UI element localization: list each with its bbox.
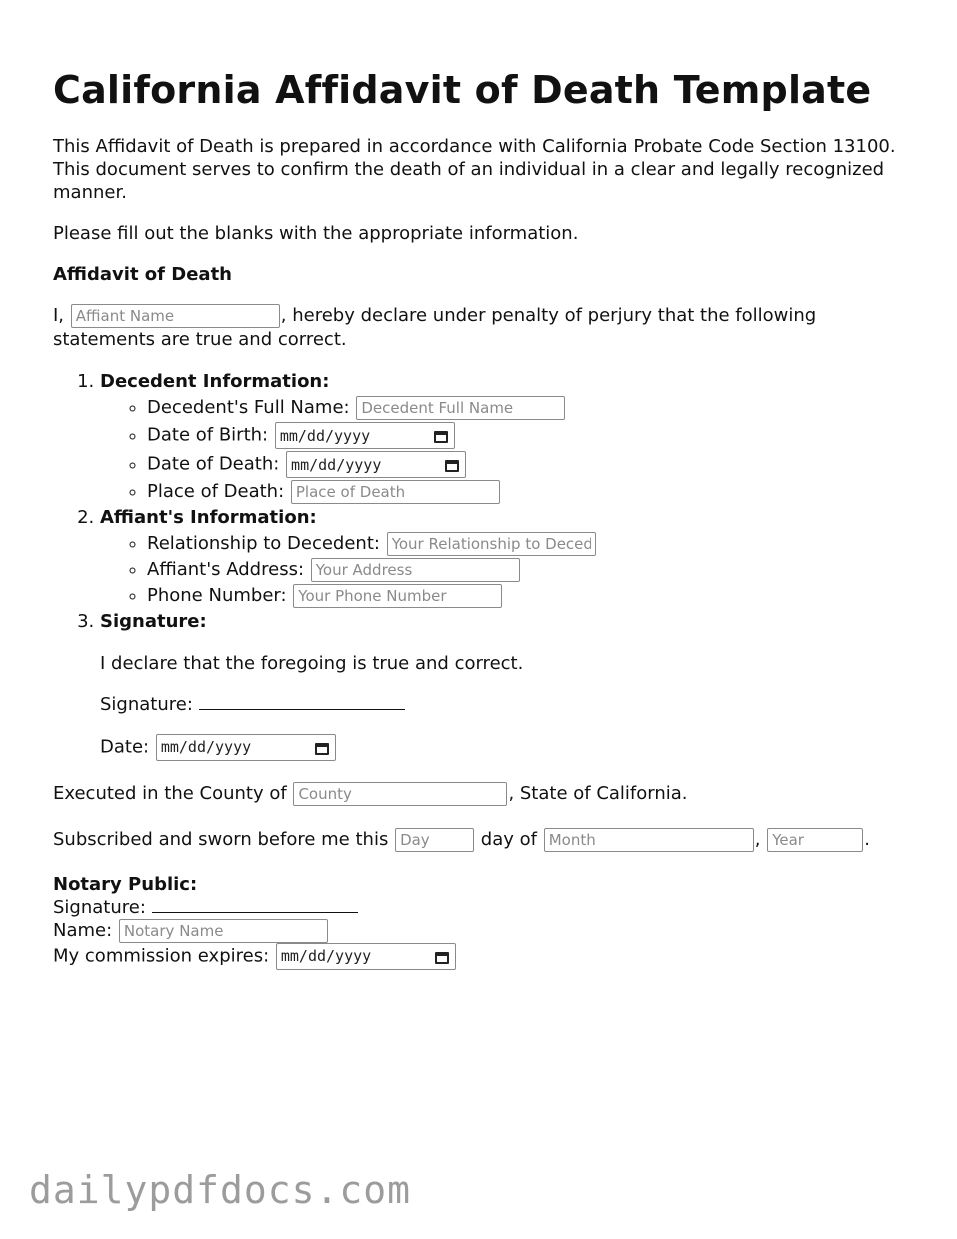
notary-name-row: [53, 919, 913, 943]
signature-line[interactable]: [199, 693, 405, 710]
declaration-confirmation: I declare that the foregoing is true and correct.: [100, 653, 524, 674]
decedent-name-label: Decedent's Full Name:: [147, 397, 350, 418]
sworn-prefix: Subscribed and sworn before me this: [53, 829, 389, 850]
date-placeholder: mm/dd/yyyy: [291, 455, 382, 474]
document: [53, 64, 913, 970]
executed-suffix: , State of California.: [508, 783, 688, 804]
watermark: dailypdfdocs.com: [29, 1168, 412, 1212]
relationship-input[interactable]: [387, 532, 596, 556]
list-item: [147, 584, 913, 608]
birth-date-input[interactable]: [275, 422, 455, 449]
commission-date-input[interactable]: [276, 943, 456, 970]
notary-block: [53, 873, 913, 970]
affiant-section: [100, 506, 913, 608]
date-placeholder: mm/dd/yyyy: [279, 426, 371, 445]
phone-input[interactable]: [293, 584, 502, 608]
signature-label: Signature:: [100, 694, 193, 715]
declaration-statement: [53, 304, 913, 352]
sworn-middle: day of: [480, 829, 537, 850]
executed-prefix: Executed in the County of: [53, 783, 287, 804]
relationship-label: Relationship to Decedent:: [147, 533, 380, 554]
notary-heading: Notary Public:: [53, 874, 198, 895]
commission-label: My commission expires:: [53, 945, 270, 967]
date-placeholder: mm/dd/yyyy: [160, 738, 252, 756]
sworn-comma: ,: [754, 829, 761, 850]
signature-date-input[interactable]: [156, 734, 336, 761]
signature-line-row: [100, 693, 913, 716]
year-input[interactable]: [767, 828, 863, 852]
decedent-heading: Decedent Information:: [100, 371, 330, 392]
notary-signature-label: Signature:: [53, 897, 146, 918]
executed-county-row: [53, 781, 913, 807]
notary-name-input[interactable]: [119, 919, 328, 943]
signature-heading: Signature:: [100, 611, 207, 632]
notary-name-label: Name:: [53, 920, 113, 941]
decedent-fields: [100, 396, 913, 504]
list-item: [147, 396, 913, 420]
phone-label: Phone Number:: [147, 585, 287, 606]
address-label: Affiant's Address:: [147, 559, 305, 580]
county-input[interactable]: [293, 782, 507, 806]
signature-section: [100, 610, 913, 761]
notary-signature-line[interactable]: [152, 896, 358, 913]
sworn-end: .: [864, 829, 870, 850]
affidavit-sections: [53, 370, 913, 761]
affiant-heading: Affiant's Information:: [100, 507, 317, 528]
page-title: California Affidavit of Death Template: [53, 68, 872, 112]
address-input[interactable]: [311, 558, 520, 582]
declaration-prefix: I,: [53, 305, 65, 326]
death-place-label: Place of Death:: [147, 481, 285, 502]
signature-date-label: Date:: [100, 736, 150, 758]
date-placeholder: mm/dd/yyyy: [280, 947, 372, 965]
calendar-icon[interactable]: [435, 950, 449, 964]
calendar-icon[interactable]: [445, 458, 459, 472]
decedent-section: [100, 370, 913, 504]
intro-paragraph: This Affidavit of Death is prepared in accordance with California Probate Code Section 13100. This document serves to confirm the death of an individual in a clear and legally recognized manner.: [53, 136, 896, 203]
day-input[interactable]: [395, 828, 474, 852]
death-date-input[interactable]: [286, 451, 466, 478]
month-input[interactable]: [544, 828, 754, 852]
list-item: [147, 422, 913, 449]
list-item: [147, 558, 913, 582]
list-item: [147, 480, 913, 504]
calendar-icon[interactable]: [315, 741, 329, 755]
list-item: [147, 532, 913, 556]
section-heading: Affidavit of Death: [53, 264, 232, 285]
instructions-paragraph: Please fill out the blanks with the appropriate information.: [53, 223, 579, 244]
signature-date-row: [100, 734, 913, 761]
notary-signature-row: [53, 896, 913, 919]
calendar-icon[interactable]: [434, 429, 448, 443]
death-place-input[interactable]: [291, 480, 500, 504]
commission-row: [53, 943, 913, 970]
signature-block: [100, 652, 913, 761]
list-item: [147, 451, 913, 478]
birth-date-label: Date of Birth:: [147, 424, 269, 446]
death-date-label: Date of Death:: [147, 453, 280, 475]
affiant-name-input[interactable]: [71, 304, 280, 328]
decedent-name-input[interactable]: [356, 396, 565, 420]
affiant-fields: [100, 532, 913, 608]
sworn-row: [53, 827, 913, 853]
declaration-suffix: , hereby declare under penalty of perjury that the following statements are true and correct.: [53, 305, 817, 350]
